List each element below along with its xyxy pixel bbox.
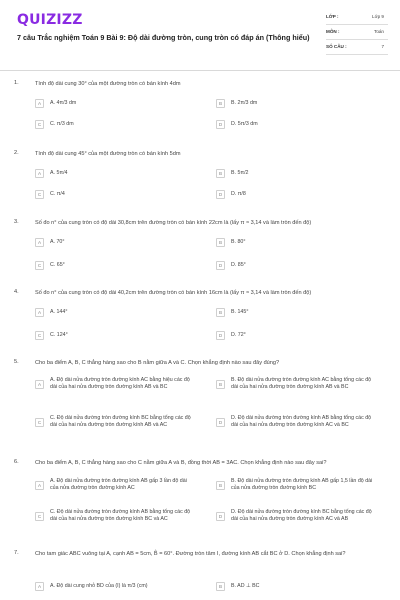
option-a[interactable] (35, 377, 195, 391)
option-d[interactable] (216, 261, 376, 270)
question-number: 7. (14, 550, 19, 556)
meta-value: 7 (381, 44, 384, 49)
option-letter: D (216, 418, 225, 427)
option-d[interactable] (216, 415, 376, 429)
option-text: B. Độ dài nửa đường tròn đường kính AB gấp 1,5 lần độ dài của nửa đường tròn đường kính BC (231, 478, 373, 492)
option-letter: A (35, 582, 44, 591)
option-a[interactable] (35, 238, 195, 247)
option-text: B. 145° (231, 308, 249, 315)
option-text: D. 85° (231, 261, 246, 268)
option-text: C. 65° (50, 261, 65, 268)
option-text: D. Độ dài nửa đường tròn đường kính AB bằng tổng các độ dài của hai nửa đường tròn đường kính AC và BC (231, 415, 372, 429)
option-letter: A (35, 380, 44, 389)
option-b[interactable] (216, 377, 376, 391)
option-letter: A (35, 99, 44, 108)
option-b[interactable] (216, 169, 376, 178)
option-letter: C (35, 512, 44, 521)
option-letter: B (216, 169, 225, 178)
option-text: C. π/3 dm (50, 120, 74, 127)
question-text: Cho tam giác ABC vuông tại A, cạnh AB = 5cm, B̂ = 60°. Đường tròn tâm I, đường kính AB cắt BC ở D. Chọn khẳng định sai? (35, 551, 346, 557)
option-a[interactable] (35, 169, 195, 178)
question-number: 2. (14, 150, 19, 156)
option-text: A. 5π/4 (50, 169, 68, 176)
option-text: D. Độ dài nửa đường tròn đường kính BC bằng tổng các độ dài của hai nửa đường tròn đường kính AC và AB (231, 509, 372, 523)
option-b[interactable] (216, 582, 376, 591)
option-text: C. Độ dài nửa đường tròn đường kính BC bằng tổng các độ dài của hai nửa đường tròn đường kính AB và AC (50, 415, 191, 429)
option-text: A. 144° (50, 308, 68, 315)
option-d[interactable] (216, 509, 376, 523)
option-letter: D (216, 331, 225, 340)
option-letter: A (35, 481, 44, 490)
question-text: Số đo n° của cung tròn có độ dài 30,8cm trên đường tròn có bán kính 22cm là (lấy π ≈ 3,14 và làm tròn đến độ) (35, 220, 312, 226)
meta-value: Toán (374, 29, 384, 34)
option-letter: A (35, 238, 44, 247)
option-letter: D (216, 190, 225, 199)
option-a[interactable] (35, 478, 195, 492)
option-d[interactable] (216, 190, 376, 199)
meta-panel (326, 10, 388, 55)
header-divider (0, 70, 400, 71)
option-letter: D (216, 512, 225, 521)
option-letter: D (216, 261, 225, 270)
option-b[interactable] (216, 238, 376, 247)
meta-key: SỐ CÂU : (326, 44, 347, 49)
option-text: C. 124° (50, 331, 68, 338)
question-text: Cho ba điểm A, B, C thẳng hàng sao cho B nằm giữa A và C. Chọn khẳng định nào sau đây đúng? (35, 360, 280, 366)
option-letter: A (35, 169, 44, 178)
option-text: D. 5π/3 dm (231, 120, 258, 127)
option-letter: B (216, 308, 225, 317)
option-text: A. Độ dài nửa đường tròn đường kính AC bằng hiệu các độ dài của hai nửa đường tròn đường kính AB và BC (50, 377, 190, 391)
option-b[interactable] (216, 99, 376, 108)
option-a[interactable] (35, 582, 195, 591)
option-letter: A (35, 308, 44, 317)
meta-row-subject (326, 25, 388, 40)
option-letter: B (216, 481, 225, 490)
question-text: Tính độ dài cung 30° của một đường tròn có bán kính 4dm (35, 81, 181, 87)
option-text: D. π/8 (231, 190, 246, 197)
option-b[interactable] (216, 308, 376, 317)
option-letter: B (216, 582, 225, 591)
option-text: B. 80° (231, 238, 246, 245)
option-c[interactable] (35, 331, 195, 340)
option-text: C. π/4 (50, 190, 65, 197)
header (0, 0, 400, 70)
option-d[interactable] (216, 120, 376, 129)
option-letter: D (216, 120, 225, 129)
meta-row-class (326, 10, 388, 25)
option-c[interactable] (35, 509, 195, 523)
question-number: 5. (14, 359, 19, 365)
option-d[interactable] (216, 331, 376, 340)
option-text: B. Độ dài nửa đường tròn đường kính AC bằng tổng các độ dài của hai nửa đường tròn đường kính AB và BC (231, 377, 372, 391)
option-text: A. Độ dài cung nhỏ BD của (I) là π/3 (cm) (50, 582, 148, 589)
question-text: Tính độ dài cung 45° của một đường tròn có bán kính 5dm (35, 151, 181, 157)
question-number: 6. (14, 459, 19, 465)
option-text: A. Độ dài nửa đường tròn đường kính AB gấp 3 lần độ dài của nửa đường tròn đường kính AC (50, 478, 187, 492)
option-letter: C (35, 331, 44, 340)
option-c[interactable] (35, 261, 195, 270)
quizizz-logo: QUIZIZZ (17, 12, 83, 28)
question-number: 1. (14, 80, 19, 86)
option-text: B. AD ⊥ BC (231, 582, 260, 589)
page-title: 7 câu Trắc nghiệm Toán 9 Bài 9: Độ dài đường tròn, cung tròn có đáp án (Thông hiểu) (17, 33, 310, 42)
option-c[interactable] (35, 190, 195, 199)
option-letter: B (216, 99, 225, 108)
option-c[interactable] (35, 415, 195, 429)
option-letter: C (35, 120, 44, 129)
meta-row-count (326, 40, 388, 55)
option-a[interactable] (35, 99, 195, 108)
option-text: D. 72° (231, 331, 246, 338)
option-c[interactable] (35, 120, 195, 129)
option-letter: C (35, 418, 44, 427)
option-text: B. 5π/2 (231, 169, 249, 176)
question-text: Cho ba điểm A, B, C thẳng hàng sao cho C nằm giữa A và B, đồng thời AB = 3AC. Chọn khẳng định nào sau đây sai? (35, 460, 327, 466)
option-letter: C (35, 190, 44, 199)
option-letter: B (216, 380, 225, 389)
option-text: C. Độ dài nửa đường tròn đường kính AB bằng tổng các độ dài của hai nửa đường tròn đường kính BC và AC (50, 509, 191, 523)
question-number: 3. (14, 219, 19, 225)
meta-value: Lớp 9 (372, 14, 384, 19)
meta-key: MÔN : (326, 29, 340, 34)
question-text: Số đo n° của cung tròn có độ dài 40,2cm trên đường tròn có bán kính 16cm là (lấy π ≈ 3,14 và làm tròn đến độ) (35, 290, 312, 296)
option-text: A. 70° (50, 238, 65, 245)
option-text: B. 2π/3 dm (231, 99, 258, 106)
option-text: A. 4π/3 dm (50, 99, 77, 106)
question-number: 4. (14, 289, 19, 295)
option-letter: B (216, 238, 225, 247)
option-a[interactable] (35, 308, 195, 317)
option-letter: C (35, 261, 44, 270)
option-b[interactable] (216, 478, 376, 492)
meta-key: LỚP : (326, 14, 339, 19)
